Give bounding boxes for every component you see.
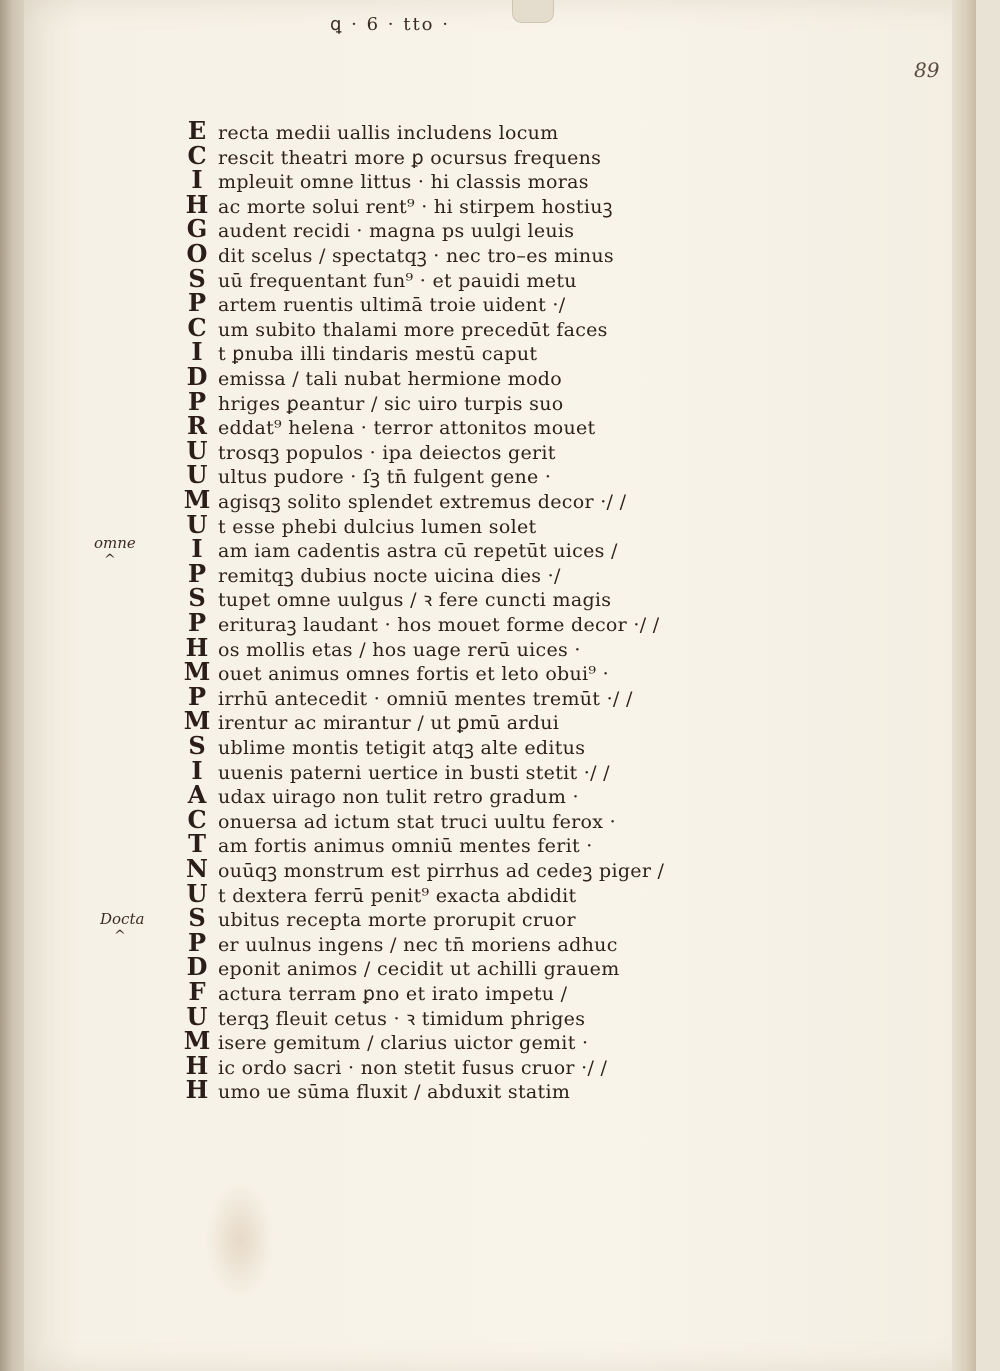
text-line [180, 140, 602, 170]
initial-letter: C [187, 312, 207, 342]
line-text: emissa / tali nubat hermione modo [218, 368, 563, 390]
initial-letter: A [187, 780, 207, 810]
line-text: ouūqꝫ monstrum est pirrhus ad cedeꝫ piger / [218, 860, 665, 882]
line-text: erituraꝫ laudant · hos mouet forme decor ·/ / [218, 614, 660, 636]
line-text: ubitus recepta morte prorupit cruor [218, 909, 576, 932]
line-text: isere gemitum / clarius uictor gemit · [218, 1032, 589, 1055]
text-line [180, 312, 608, 342]
text-line [180, 239, 614, 268]
line-text: recta medii uallis includens locum [218, 122, 559, 144]
initial-letter: P [187, 288, 207, 318]
clip-mark [512, 0, 554, 23]
text-line [180, 780, 579, 810]
initial-letter: D [186, 362, 208, 391]
text-line [180, 1026, 589, 1056]
folio-number: 89 [914, 58, 940, 82]
line-text: eddat⁹ helena · terror attonitos mouet [218, 417, 596, 440]
line-text: um subito thalami more precedūt faces [218, 318, 608, 341]
initial-letter: H [185, 189, 209, 219]
initial-letter: H [185, 1050, 209, 1080]
text-line [180, 263, 577, 293]
initial-letter: I [191, 534, 203, 564]
initial-letter: M [183, 485, 211, 514]
initial-letter: S [188, 903, 206, 933]
text-line [180, 977, 568, 1006]
initial-letter: U [186, 509, 208, 539]
initial-letter: F [188, 977, 206, 1006]
text-line [180, 411, 596, 441]
line-text: er uulnus ingens / nec tn̄ moriens adhuc [218, 933, 618, 956]
line-text: mpleuit omne littus · hi classis moras [218, 171, 589, 194]
text-line [180, 1075, 571, 1105]
text-line [180, 731, 586, 760]
text-line [180, 460, 552, 490]
line-text: agisqꝫ solito splendet extremus decor ·/ / [218, 491, 627, 513]
line-text: am iam cadentis astra cū repetūt uices / [218, 540, 618, 563]
initial-letter: H [185, 632, 209, 662]
text-line [180, 878, 577, 908]
initial-letter: M [183, 1026, 211, 1056]
initial-letter: I [191, 337, 203, 367]
text-line [180, 558, 561, 588]
initial-letter: E [187, 116, 207, 145]
line-text: uuenis paterni uertice in busti stetit ·/ / [218, 761, 610, 784]
text-line [180, 337, 538, 367]
initial-letter: U [186, 460, 208, 490]
initial-letter: C [187, 140, 207, 170]
line-text: onuersa ad ictum stat truci uultu ferox · [218, 810, 616, 833]
margin-note-docta: Docta [100, 910, 145, 928]
text-line [180, 165, 589, 195]
text-line [180, 657, 610, 687]
line-text: udax uirago non tulit retro gradum · [218, 786, 579, 809]
initial-letter: P [187, 558, 207, 588]
insertion-mark: ^ [104, 552, 116, 568]
line-text: trosqꝫ populos · ipa deiectos gerit [218, 441, 556, 464]
text-line [180, 608, 660, 637]
text-line [180, 706, 560, 736]
line-text: audent recidi · magna ps uulgi leuis [218, 220, 575, 243]
line-text: remitqꝫ dubius nocte uicina dies ·/ [218, 564, 561, 587]
initial-letter: P [187, 681, 207, 711]
initial-letter: R [187, 411, 207, 441]
initial-letter: S [188, 263, 206, 293]
line-text: eponit animos / cecidit ut achilli grauem [218, 958, 620, 981]
text-line [180, 952, 620, 982]
page-edge [952, 0, 976, 1371]
text-line [180, 362, 563, 391]
line-text: ouet animus omnes fortis et leto obui⁹ · [218, 663, 610, 686]
initial-letter: I [191, 165, 203, 195]
text-line [180, 583, 612, 613]
line-text: uū frequentant fun⁹ · et pauidi metu [218, 269, 577, 292]
initial-letter: P [187, 386, 207, 416]
line-text: t esse phebi dulcius lumen solet [218, 515, 537, 538]
initial-letter: U [186, 435, 208, 465]
initial-letter: M [183, 657, 211, 687]
initial-letter: D [186, 952, 208, 982]
text-line [180, 509, 537, 539]
text-line [180, 189, 613, 219]
initial-letter: M [183, 706, 211, 736]
initial-letter: P [187, 608, 207, 637]
line-text: terqꝫ fleuit cetus · ꝛ timidum phriges [218, 1007, 586, 1030]
line-text: t dextera ferrū penit⁹ exacta abdidit [218, 884, 577, 907]
text-line [180, 903, 576, 933]
initial-letter: T [188, 829, 206, 859]
line-text: ultus pudore · ſꝫ tn̄ fulgent gene · [218, 466, 552, 489]
line-text: umo ue sūma fluxit / abduxit statim [218, 1081, 571, 1104]
text-line [180, 1001, 586, 1031]
line-text: artem ruentis ultimā troie uident ·/ [218, 294, 566, 317]
text-line [180, 681, 633, 711]
line-text: am fortis animus omniū mentes ferit · [218, 835, 593, 858]
initial-letter: C [187, 804, 207, 834]
initial-letter: P [187, 927, 207, 957]
line-text: os mollis etas / hos uage rerū uices · [218, 638, 581, 661]
initial-letter: S [188, 583, 206, 613]
text-line [180, 214, 575, 244]
initial-letter: N [186, 854, 208, 883]
text-line [180, 829, 593, 859]
text-line [180, 116, 559, 145]
initial-letter: U [186, 878, 208, 908]
text-line [180, 927, 618, 957]
text-line [180, 386, 564, 416]
initial-letter: S [188, 731, 206, 760]
margin-note-omne: omne [94, 534, 136, 552]
line-text: actura terram ꝑno et irato impetu / [218, 983, 568, 1005]
initial-letter: I [191, 755, 203, 785]
text-line [180, 435, 556, 465]
text-line [180, 854, 665, 883]
line-text: irrhū antecedit · omniū mentes tremūt ·/ / [218, 687, 633, 710]
line-text: ic ordo sacri · non stetit fusus cruor ·/ / [218, 1056, 608, 1079]
line-text: ac morte solui rent⁹ · hi stirpem hostiuꝫ [218, 195, 613, 218]
text-line [180, 534, 618, 564]
text-line [180, 288, 566, 318]
initial-letter: G [186, 214, 208, 244]
stain [205, 1180, 275, 1300]
line-text: dit scelus / spectatqꝫ · nec tro–es minus [218, 245, 614, 267]
text-line [180, 804, 616, 834]
line-text: tupet omne uulgus / ꝛ fere cuncti magis [218, 589, 612, 612]
running-title: ꝗ · 6 · tto · [330, 14, 450, 35]
initial-letter: O [186, 239, 208, 268]
text-line [180, 632, 581, 662]
text-line [180, 755, 610, 785]
line-text: rescit theatri more ꝑ ocursus frequens [218, 146, 602, 169]
text-line [180, 485, 627, 514]
initial-letter: U [186, 1001, 208, 1031]
line-text: irentur ac mirantur / ut ꝑmū ardui [218, 712, 560, 735]
insertion-mark: ^ [114, 928, 126, 944]
line-text: ublime montis tetigit atqꝫ alte editus [218, 737, 586, 759]
line-text: t ꝑnuba illi tindaris mestū caput [218, 343, 538, 366]
text-line [180, 1050, 608, 1080]
line-text: hriges ꝑeantur / sic uiro turpis suo [218, 392, 564, 415]
initial-letter: H [185, 1075, 209, 1105]
